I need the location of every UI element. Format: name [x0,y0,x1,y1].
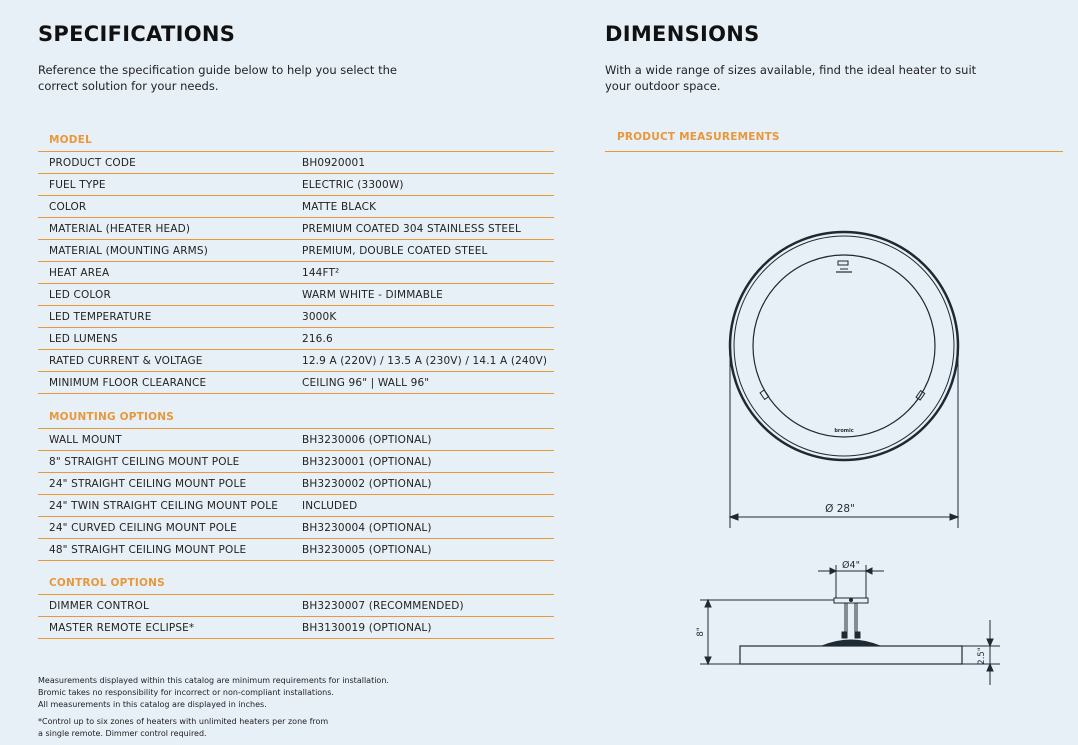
section-heading: MOUNTING OPTIONS [38,411,554,429]
spec-key: 24" TWIN STRAIGHT CEILING MOUNT POLE [49,499,279,512]
thickness-label: 2.5" [977,647,987,665]
diameter-label: Ø 28" [825,503,855,515]
spec-key: 48" STRAIGHT CEILING MOUNT POLE [49,543,247,556]
spec-key: MINIMUM FLOOR CLEARANCE [49,376,207,389]
spec-key: MASTER REMOTE ECLIPSE* [49,621,195,634]
spec-key: MATERIAL (MOUNTING ARMS) [49,244,208,257]
spec-key: DIMMER CONTROL [49,599,149,612]
pole-diameter-label: Ø4" [842,560,860,571]
spec-value: ELECTRIC (3300W) [302,178,404,191]
footnote-line: *Control up to six zones of heaters with unlimited heaters per zone from [38,717,329,726]
spec-key: WALL MOUNT [49,433,122,446]
dimensions-title: DIMENSIONS [605,22,760,46]
spec-value: BH3230002 (OPTIONAL) [302,477,432,490]
heater-body-side [740,646,962,664]
spec-value: MATTE BLACK [302,200,377,213]
specifications-title: SPECIFICATIONS [38,22,236,46]
spec-value: INCLUDED [302,499,358,512]
footnote-line: Bromic takes no responsibility for incorrect or non-compliant installations. [38,688,334,697]
spec-value: BH3230006 (OPTIONAL) [302,433,432,446]
heater-outer-ring [730,232,958,460]
spec-key: 24" CURVED CEILING MOUNT POLE [49,521,237,534]
spec-key: COLOR [49,200,87,213]
specifications-intro: Reference the specification guide below to help you select the correct solution for your needs. [38,63,397,93]
spec-value: PREMIUM COATED 304 STAINLESS STEEL [302,222,521,235]
height-label: 8" [696,627,706,637]
spec-key: MATERIAL (HEATER HEAD) [49,222,191,235]
spec-value: BH3230004 (OPTIONAL) [302,521,432,534]
footnote-line: a single remote. Dimmer control required. [38,729,207,738]
section-heading: MODEL [38,134,554,152]
spec-key: RATED CURRENT & VOLTAGE [49,354,203,367]
spec-key: FUEL TYPE [49,178,106,191]
product-measurements-heading: PRODUCT MEASUREMENTS [605,131,1063,152]
spec-value: CEILING 96" | WALL 96" [302,376,430,389]
spec-key: HEAT AREA [49,266,110,279]
spec-value: WARM WHITE - DIMMABLE [302,288,443,301]
footnote-line: Measurements displayed within this catalog are minimum requirements for installation. [38,676,389,685]
spec-value: BH0920001 [302,156,366,169]
spec-value: BH3130019 (OPTIONAL) [302,621,432,634]
spec-key: 8" STRAIGHT CEILING MOUNT POLE [49,455,240,468]
spec-value: 216.6 [302,332,333,345]
spec-key: PRODUCT CODE [49,156,136,169]
spec-value: BH3230001 (OPTIONAL) [302,455,432,468]
spec-value: 12.9 A (220V) / 13.5 A (230V) / 14.1 A (240V) [302,354,548,367]
top-bracket [838,261,848,265]
spec-key: LED LUMENS [49,332,118,345]
spec-key: LED TEMPERATURE [49,310,152,323]
spec-key: 24" STRAIGHT CEILING MOUNT POLE [49,477,247,490]
section-heading: CONTROL OPTIONS [38,577,554,595]
brand-mark: bromic [834,428,854,434]
heater-inner-face [753,255,935,437]
spec-value: BH3230005 (OPTIONAL) [302,543,432,556]
spec-value: 144FT² [302,266,340,279]
dimensions-intro: With a wide range of sizes available, find the ideal heater to suit your outdoor space. [605,63,977,93]
spec-value: 3000K [302,310,337,323]
spec-key: LED COLOR [49,288,111,301]
footnote-line: All measurements in this catalog are displayed in inches. [38,700,267,709]
spec-value: BH3230007 (RECOMMENDED) [302,599,464,612]
spec-value: PREMIUM, DOUBLE COATED STEEL [302,244,488,257]
